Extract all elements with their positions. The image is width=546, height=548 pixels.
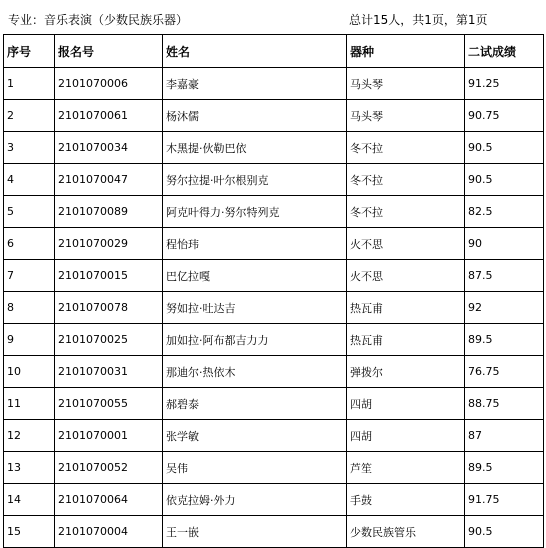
cell-instrument: 马头琴 <box>347 100 465 132</box>
page-summary: 总计15人，共1页，第1页 <box>349 13 488 27</box>
cell-instrument: 手鼓 <box>347 484 465 516</box>
column-header-index: 序号 <box>4 35 55 68</box>
cell-score: 89.5 <box>465 324 544 356</box>
cell-name: 王一嵌 <box>163 516 347 548</box>
table-row <box>4 356 544 388</box>
cell-score: 90.5 <box>465 516 544 548</box>
cell-score: 89.5 <box>465 452 544 484</box>
table-row <box>4 196 544 228</box>
cell-index: 2 <box>4 100 55 132</box>
cell-name: 郝碧泰 <box>163 388 347 420</box>
cell-index: 6 <box>4 228 55 260</box>
cell-instrument: 马头琴 <box>347 68 465 100</box>
cell-instrument: 火不思 <box>347 228 465 260</box>
cell-index: 13 <box>4 452 55 484</box>
cell-registration: 2101070034 <box>55 132 163 164</box>
cell-name: 木黑提·伙勒巴依 <box>163 132 347 164</box>
cell-name: 巴亿拉嘎 <box>163 260 347 292</box>
cell-instrument: 热瓦甫 <box>347 292 465 324</box>
cell-name: 程怡玮 <box>163 228 347 260</box>
table-header-row <box>4 35 544 68</box>
table-row <box>4 132 544 164</box>
table-row <box>4 164 544 196</box>
cell-instrument: 四胡 <box>347 420 465 452</box>
cell-instrument: 热瓦甫 <box>347 324 465 356</box>
cell-instrument: 冬不拉 <box>347 132 465 164</box>
cell-name: 杨沐儒 <box>163 100 347 132</box>
cell-name: 张学敏 <box>163 420 347 452</box>
cell-registration: 2101070047 <box>55 164 163 196</box>
cell-registration: 2101070089 <box>55 196 163 228</box>
cell-name: 努如拉·吐达吉 <box>163 292 347 324</box>
table-row <box>4 452 544 484</box>
cell-registration: 2101070015 <box>55 260 163 292</box>
cell-score: 90.5 <box>465 132 544 164</box>
cell-name: 吴伟 <box>163 452 347 484</box>
cell-index: 8 <box>4 292 55 324</box>
cell-name: 那迪尔·热依木 <box>163 356 347 388</box>
table-row <box>4 420 544 452</box>
table-row <box>4 484 544 516</box>
cell-registration: 2101070031 <box>55 356 163 388</box>
cell-index: 5 <box>4 196 55 228</box>
cell-instrument: 芦笙 <box>347 452 465 484</box>
cell-instrument: 四胡 <box>347 388 465 420</box>
major-title: 专业：音乐表演（少数民族乐器） <box>8 13 189 27</box>
cell-index: 9 <box>4 324 55 356</box>
cell-score: 88.75 <box>465 388 544 420</box>
cell-score: 90.75 <box>465 100 544 132</box>
cell-score: 91.25 <box>465 68 544 100</box>
cell-registration: 2101070029 <box>55 228 163 260</box>
cell-registration: 2101070052 <box>55 452 163 484</box>
cell-index: 14 <box>4 484 55 516</box>
table-row <box>4 228 544 260</box>
cell-name: 李嘉豪 <box>163 68 347 100</box>
cell-score: 90 <box>465 228 544 260</box>
cell-registration: 2101070001 <box>55 420 163 452</box>
column-header-score: 二试成绩 <box>465 35 544 68</box>
cell-score: 82.5 <box>465 196 544 228</box>
cell-score: 87.5 <box>465 260 544 292</box>
cell-instrument: 冬不拉 <box>347 164 465 196</box>
cell-instrument: 少数民族管乐 <box>347 516 465 548</box>
cell-registration: 2101070078 <box>55 292 163 324</box>
cell-name: 加如拉·阿布都吉力力 <box>163 324 347 356</box>
cell-index: 15 <box>4 516 55 548</box>
cell-score: 87 <box>465 420 544 452</box>
cell-index: 3 <box>4 132 55 164</box>
table-row <box>4 516 544 548</box>
column-header-name: 姓名 <box>163 35 347 68</box>
cell-score: 76.75 <box>465 356 544 388</box>
cell-name: 努尔拉提·叶尔根别克 <box>163 164 347 196</box>
table-row <box>4 260 544 292</box>
cell-registration: 2101070025 <box>55 324 163 356</box>
table-row <box>4 68 544 100</box>
cell-index: 11 <box>4 388 55 420</box>
cell-registration: 2101070064 <box>55 484 163 516</box>
cell-score: 90.5 <box>465 164 544 196</box>
cell-index: 4 <box>4 164 55 196</box>
column-header-registration: 报名号 <box>55 35 163 68</box>
table-row <box>4 388 544 420</box>
cell-score: 91.75 <box>465 484 544 516</box>
cell-name: 依克拉姆·外力 <box>163 484 347 516</box>
cell-registration: 2101070004 <box>55 516 163 548</box>
results-table <box>3 34 544 548</box>
cell-registration: 2101070006 <box>55 68 163 100</box>
table-row <box>4 324 544 356</box>
cell-index: 12 <box>4 420 55 452</box>
table-row <box>4 100 544 132</box>
table-row <box>4 292 544 324</box>
column-header-instrument: 器种 <box>347 35 465 68</box>
page-header <box>0 0 546 34</box>
cell-index: 10 <box>4 356 55 388</box>
cell-instrument: 火不思 <box>347 260 465 292</box>
cell-index: 7 <box>4 260 55 292</box>
cell-registration: 2101070055 <box>55 388 163 420</box>
cell-name: 阿克叶得力·努尔特列克 <box>163 196 347 228</box>
cell-index: 1 <box>4 68 55 100</box>
cell-instrument: 冬不拉 <box>347 196 465 228</box>
cell-score: 92 <box>465 292 544 324</box>
cell-instrument: 弹拨尔 <box>347 356 465 388</box>
cell-registration: 2101070061 <box>55 100 163 132</box>
